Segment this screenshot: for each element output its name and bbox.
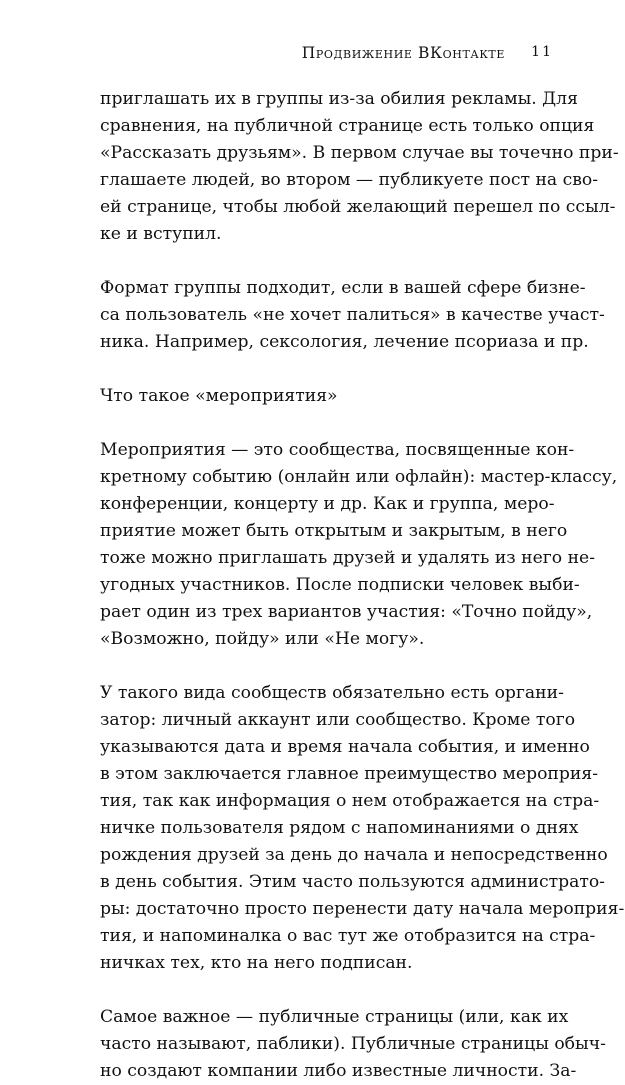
text-line: в этом заключается главное преимущество мероприя-: [100, 764, 599, 784]
text-line: в день события. Этим часто пользуются администрато-: [100, 872, 605, 892]
paragraph: [100, 1004, 606, 1085]
text-line: са пользователь «не хочет палиться» в качестве участ-: [100, 305, 605, 325]
text-line: ры: достаточно просто перенести дату начала мероприя-: [100, 899, 625, 919]
text-line: Самое важное — публичные страницы (или, как их: [100, 1007, 569, 1027]
text-line: кретному событию (онлайн или офлайн): мастер-классу,: [100, 467, 618, 487]
page-number: 11: [531, 44, 553, 60]
text-line: ника. Например, сексология, лечение псориаза и пр.: [100, 332, 589, 352]
paragraph-gap: [100, 410, 552, 437]
text-line: ке и вступил.: [100, 224, 222, 244]
paragraph: [100, 437, 618, 653]
text-line: часто называют, паблики). Публичные страницы обыч-: [100, 1034, 606, 1054]
running-header: [0, 44, 625, 64]
text-line: затор: личный аккаунт или сообщество. Кроме того: [100, 710, 576, 730]
text-line: угодных участников. После подписки человек выби-: [100, 575, 580, 595]
text-line: указываются дата и время начала события, и именно: [100, 737, 590, 757]
paragraph: [100, 275, 605, 356]
text-line: Формат группы подходит, если в вашей сфере бизне-: [100, 278, 586, 298]
text-line: тия, так как информация о нем отображается на стра-: [100, 791, 600, 811]
text-line: приглашать их в группы из-за обилия рекламы. Для: [100, 89, 578, 109]
text-line: конференции, концерту и др. Как и группа, меро-: [100, 494, 555, 514]
page-body: [100, 86, 625, 1085]
text-line: глашаете людей, во втором — публикуете пост на сво-: [100, 170, 599, 190]
section-heading: Что такое «мероприятия»: [100, 386, 338, 406]
text-line: Мероприятия — это сообщества, посвященные кон-: [100, 440, 575, 460]
text-line: ничках тех, кто на него подписан.: [100, 953, 413, 973]
paragraph-gap: [100, 356, 552, 383]
text-line: ей странице, чтобы любой желающий перешел по ссыл-: [100, 197, 616, 217]
header-title: Продвижение ВКонтакте: [301, 44, 505, 62]
text-line: тоже можно приглашать друзей и удалять из него не-: [100, 548, 596, 568]
paragraph-gap: [100, 653, 552, 680]
paragraph: [100, 86, 619, 248]
text-line: «Возможно, пойду» или «Не могу».: [100, 629, 425, 649]
text-line: рождения друзей за день до начала и непосредственно: [100, 845, 608, 865]
text-line: рает один из трех вариантов участия: «Точно пойду»,: [100, 602, 593, 622]
text-line: У такого вида сообществ обязательно есть органи-: [100, 683, 564, 703]
text-line: «Рассказать друзьям». В первом случае вы точечно при-: [100, 143, 619, 163]
text-line: но создают компании либо известные личности. За-: [100, 1061, 577, 1081]
paragraph-gap: [100, 248, 552, 275]
paragraph: [100, 680, 625, 977]
text-line: сравнения, на публичной странице есть только опция: [100, 116, 595, 136]
text-line: ничке пользователя рядом с напоминаниями о днях: [100, 818, 579, 838]
text-line: тия, и напоминалка о вас тут же отобразится на стра-: [100, 926, 596, 946]
text-line: приятие может быть открытым и закрытым, в него: [100, 521, 568, 541]
